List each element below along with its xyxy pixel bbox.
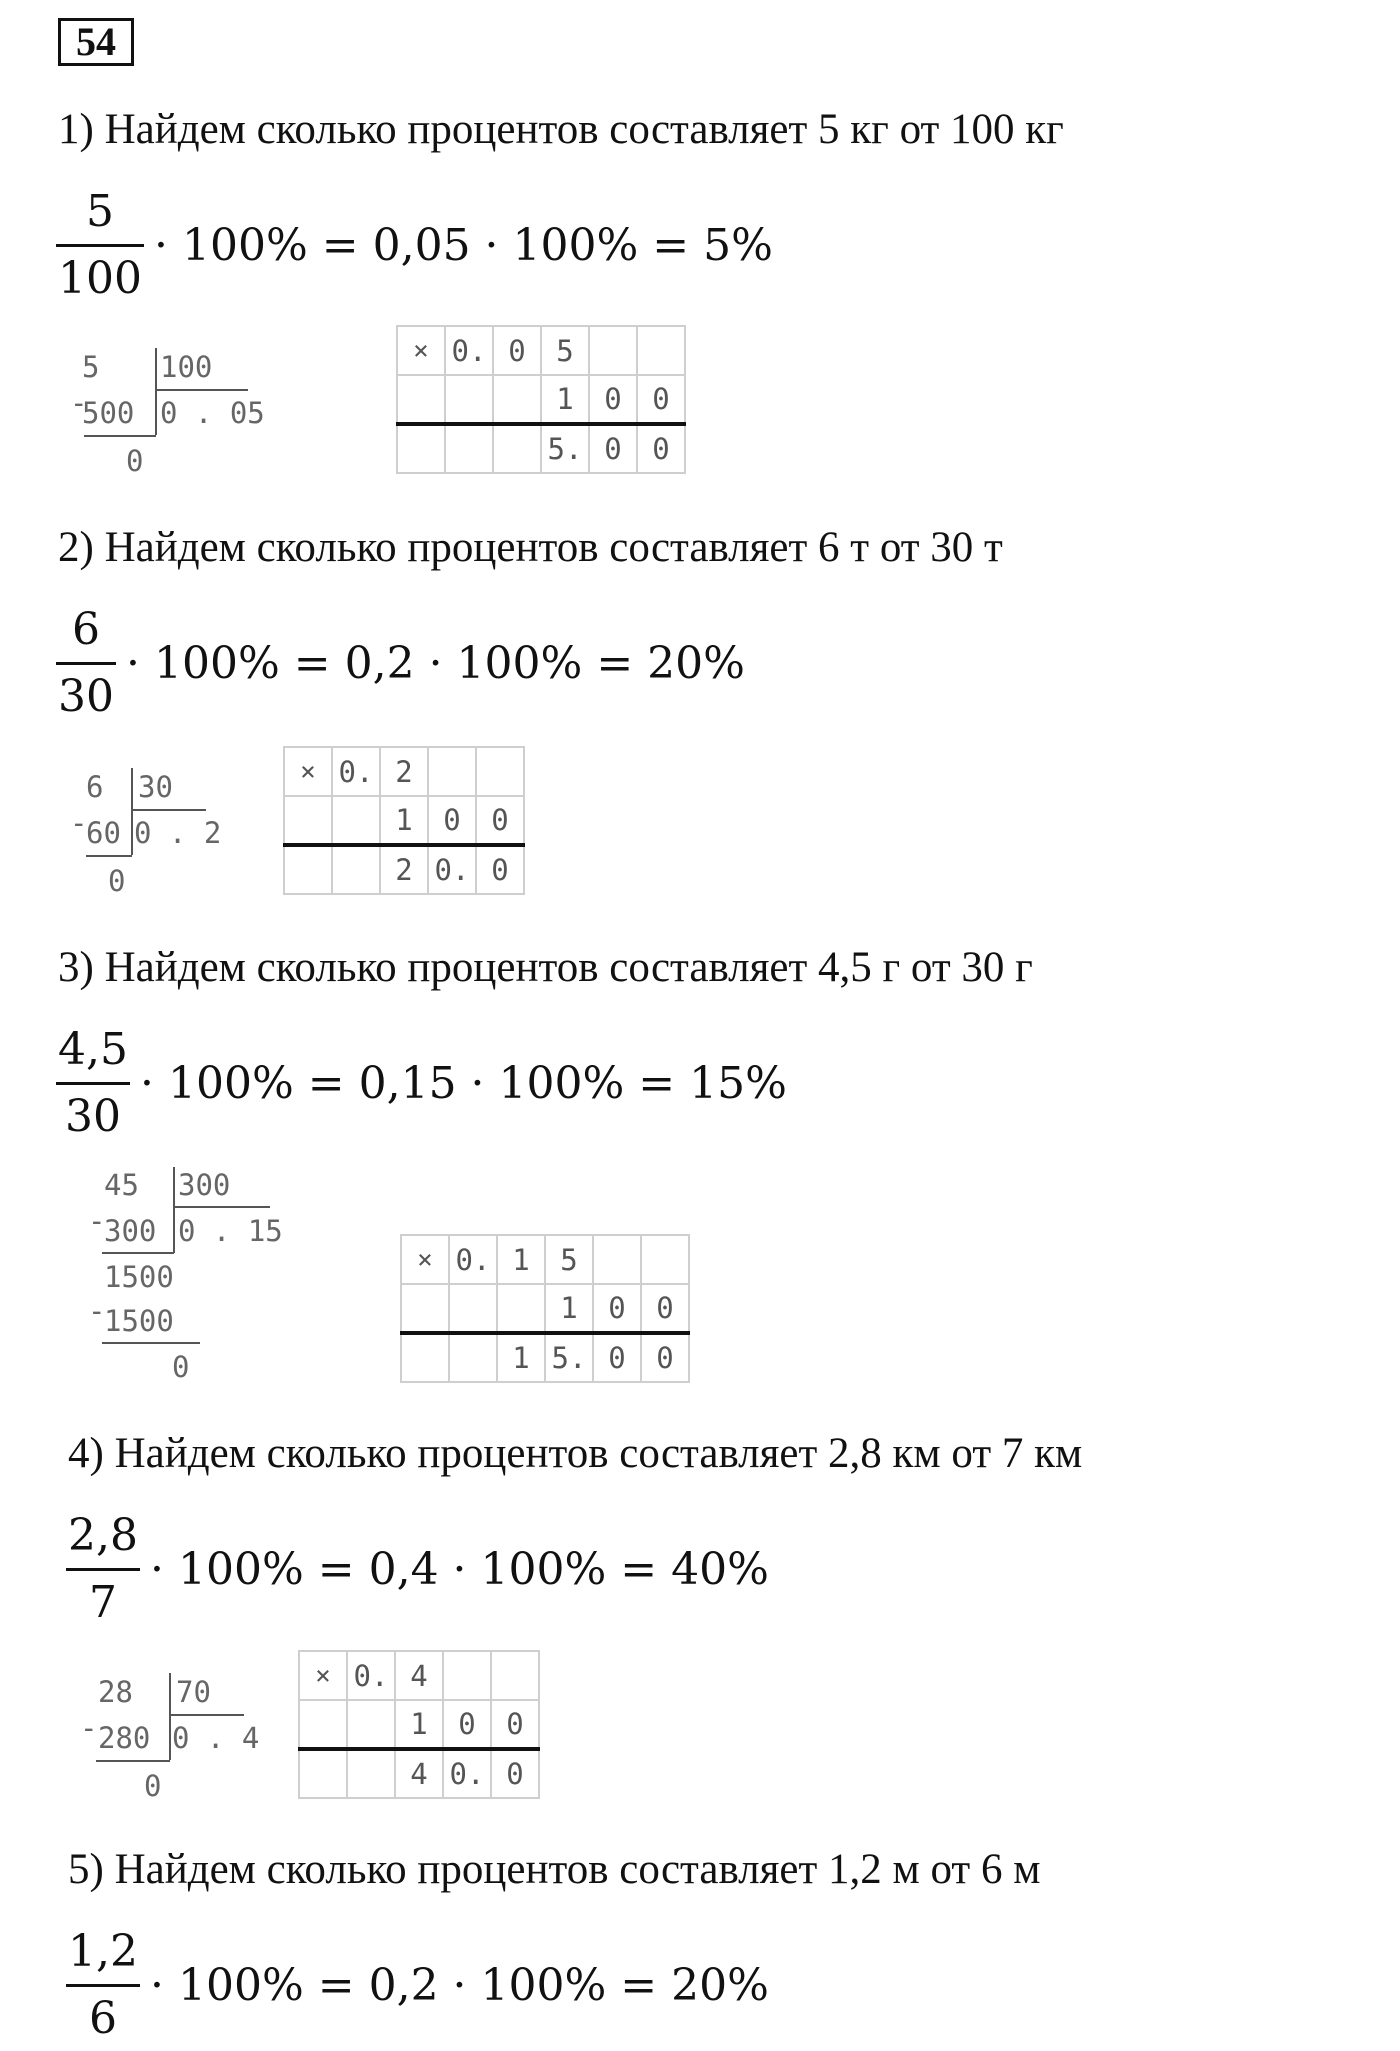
equation-rest: · 100% = 0,4 · 100% = 40% [149,1544,769,1595]
cell: 0 [491,1700,539,1749]
times-sign: × [401,1235,449,1284]
divisor: 300 [178,1168,231,1202]
cell [299,1700,347,1749]
section-2-equation [56,598,745,729]
cell [284,845,332,894]
equation-rest: · 100% = 0,15 · 100% = 15% [139,1058,787,1109]
cell: 5. [545,1333,593,1382]
cell [593,1235,641,1284]
cell: 1 [541,375,589,424]
fraction [56,180,144,311]
numerator: 6 [72,604,100,655]
cell [332,845,380,894]
cell: 0. [449,1235,497,1284]
subtrahend: 300 [104,1214,157,1248]
cell: 5 [545,1235,593,1284]
cell: 5 [541,326,589,375]
remainder: 0 [144,1769,162,1800]
cell: 0. [347,1651,395,1700]
cell [397,424,445,473]
cell: 0 [637,424,685,473]
equation-rest: · 100% = 0,2 · 100% = 20% [149,1960,769,2011]
cell: 0 [491,1749,539,1798]
fraction [56,1018,130,1149]
cell: 0 [589,424,637,473]
cell: 2 [380,845,428,894]
section-5-heading: 5) Найдем сколько процентов составляет 1,2 м от 6 м [68,1846,1041,1893]
cell [401,1333,449,1382]
denominator: 6 [88,1993,117,2044]
mult-table-4 [298,1650,540,1799]
minus-sign: - [70,806,88,840]
dividend: 45 [104,1168,139,1202]
cell [347,1749,395,1798]
numerator: 4,5 [58,1024,128,1075]
times-sign: × [284,747,332,796]
long-division-4 [80,1670,280,1800]
minus-sign: - [88,1204,106,1238]
cell [491,1651,539,1700]
remainder: 0 [126,444,144,475]
cell [449,1284,497,1333]
numerator: 2,8 [68,1510,138,1561]
section-1-heading: 1) Найдем сколько процентов составляет 5 кг от 100 кг [58,106,1064,153]
section-1-equation [56,180,773,311]
dividend: 28 [98,1675,133,1709]
subtrahend: 1500 [104,1304,174,1338]
mult-table-2 [283,746,525,895]
subtrahend: 60 [86,816,121,850]
dividend: 5 [82,350,100,384]
cell [284,796,332,845]
subtrahend: 280 [98,1721,151,1755]
cell: 0. [443,1749,491,1798]
cell: 0 [593,1284,641,1333]
minus-sign: - [80,1711,98,1745]
section-4-equation [66,1504,769,1635]
cell [401,1284,449,1333]
cell [299,1749,347,1798]
quotient: 0 . 15 [178,1214,283,1248]
cell: 0. [445,326,493,375]
long-division-2 [70,765,270,895]
denominator: 100 [58,253,142,304]
cell: 0 [428,796,476,845]
task-number: 54 [58,18,134,66]
section-4-heading: 4) Найдем сколько процентов составляет 2,8 км от 7 км [68,1430,1083,1477]
quotient: 0 . 4 [172,1721,260,1755]
cell: 1 [497,1333,545,1382]
cell [493,424,541,473]
cell [445,375,493,424]
cell: 0 [493,326,541,375]
cell: 1 [395,1700,443,1749]
cell: 0 [476,796,524,845]
cell: 1 [380,796,428,845]
equation-rest: · 100% = 0,2 · 100% = 20% [126,638,745,689]
mult-table-3 [400,1234,690,1383]
cell: 0. [428,845,476,894]
cell [449,1333,497,1382]
cell: 0 [476,845,524,894]
quotient: 0 . 05 [160,396,265,430]
cell: 4 [395,1651,443,1700]
cell [476,747,524,796]
divisor: 70 [176,1675,211,1709]
long-division-1 [70,345,270,475]
numerator: 1,2 [68,1926,138,1977]
cell [589,326,637,375]
times-sign: × [397,326,445,375]
minus-sign: - [70,386,88,420]
cell: 0 [589,375,637,424]
cell: 0 [641,1333,689,1382]
cell [397,375,445,424]
cell [428,747,476,796]
cell: 0 [443,1700,491,1749]
cell: 1 [497,1235,545,1284]
quotient: 0 . 2 [134,816,222,850]
long-division-3 [88,1165,288,1390]
cell: 4 [395,1749,443,1798]
fraction [56,598,116,729]
cell: 5. [541,424,589,473]
cell [445,424,493,473]
remainder: 0 [172,1350,190,1384]
section-3-heading: 3) Найдем сколько процентов составляет 4,5 г от 30 г [58,944,1033,991]
mult-table-1 [396,325,686,474]
numerator: 5 [85,186,114,237]
cell: 0. [332,747,380,796]
equation-rest: · 100% = 0,05 · 100% = 5% [153,220,773,271]
section-3-equation [56,1018,787,1149]
dividend: 6 [86,770,104,804]
cell [637,326,685,375]
subtrahend: 500 [82,396,135,430]
cell [493,375,541,424]
denominator: 30 [58,671,114,722]
cell [497,1284,545,1333]
cell: 0 [593,1333,641,1382]
fraction [66,1504,140,1635]
partial-dividend: 1500 [104,1260,174,1294]
minus-sign: - [88,1294,106,1328]
denominator: 7 [88,1577,117,1628]
times-sign: × [299,1651,347,1700]
cell [443,1651,491,1700]
divisor: 100 [160,350,213,384]
cell: 2 [380,747,428,796]
cell: 1 [545,1284,593,1333]
cell [332,796,380,845]
cell: 0 [641,1284,689,1333]
section-2-heading: 2) Найдем сколько процентов составляет 6 т от 30 т [58,524,1003,571]
remainder: 0 [108,864,126,895]
section-5-equation [66,1920,769,2051]
cell: 0 [637,375,685,424]
fraction [66,1920,140,2051]
divisor: 30 [138,770,173,804]
cell [641,1235,689,1284]
cell [347,1700,395,1749]
denominator: 30 [64,1091,121,1142]
